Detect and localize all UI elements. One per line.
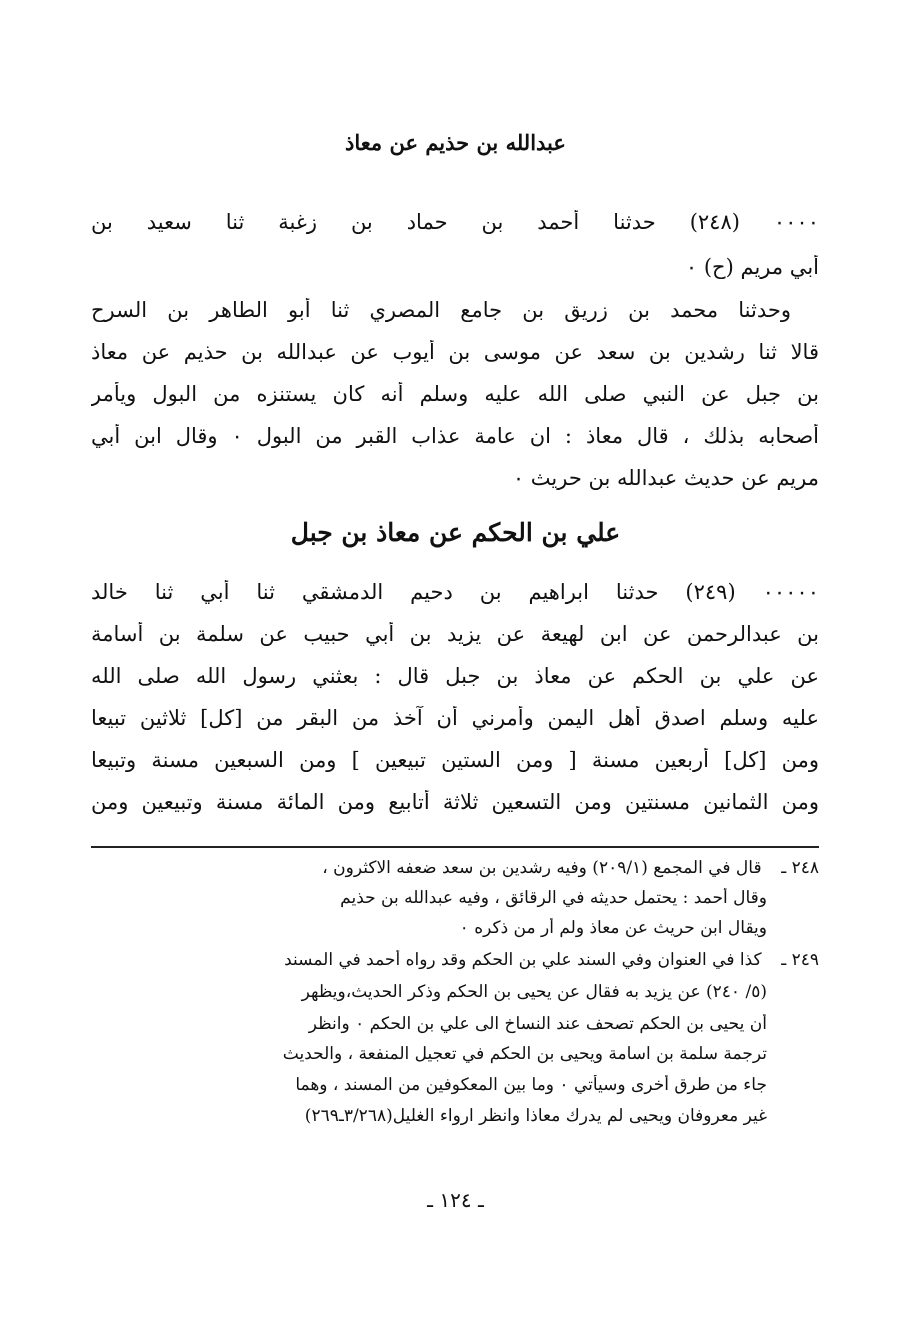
- footnote-249-line-2: [91, 982, 819, 1002]
- footnote-248-line-3: [91, 918, 819, 938]
- footnote-248-number: ٢٤٨ ـ: [781, 858, 819, 878]
- entry-248-line-2: أبي مريم (ح) ٠: [685, 255, 819, 279]
- footnote-249-text-4: ترجمة سلمة بن اسامة ويحيى بن الحكم في تعجيل المنفعة ، والحديث: [282, 1044, 767, 1064]
- entry-249-line-6: ومن الثمانين مسنتين ومن التسعين ثلاثة أتابيع ومن المائة مسنة وتبيعين ومن: [91, 790, 819, 814]
- footnote-249-line-3: [91, 1014, 819, 1034]
- section-title: علي بن الحكم عن معاذ بن جبل: [290, 518, 621, 547]
- entry-249-line-5: ومن [كل] أربعين مسنة [ ومن الستين تبيعين ] ومن السبعين مسنة وتبيعا: [91, 748, 819, 772]
- footnote-248-text-1: قال في المجمع (٢٠٩/١) وفيه رشدين بن سعد ضعفه الاكثرون ،: [322, 858, 762, 878]
- footnote-249-number: ٢٤٩ ـ: [781, 950, 819, 970]
- footnote-249-line-4: [91, 1044, 819, 1064]
- page-number: ـ ١٢٤ ـ: [427, 1188, 484, 1212]
- footnote-separator: [91, 846, 819, 848]
- footnote-249-text-1: كذا في العنوان وفي السند علي بن الحكم وقد رواه أحمد في المسند: [284, 950, 762, 970]
- footnote-249-text-3: أن يحيى بن الحكم تصحف عند النساخ الى علي بن الحكم ٠ وانظر: [308, 1014, 767, 1034]
- footnote-248-line-1: [91, 858, 819, 878]
- footnote-249-line-6: [91, 1106, 819, 1126]
- entry-249-line-2: بن عبدالرحمن عن ابن لهيعة عن يزيد بن أبي حبيب عن سلمة بن أسامة: [91, 622, 819, 646]
- running-header: عبدالله بن حذيم عن معاذ: [345, 130, 566, 155]
- footnote-249-line-5: [91, 1075, 819, 1095]
- entry-248-line-7: مريم عن حديث عبدالله بن حريث ٠: [512, 466, 819, 490]
- footnote-248-line-2: [91, 888, 819, 908]
- footnote-248-text-2: وقال أحمد : يحتمل حديثه في الرقائق ، وفيه عبدالله بن حذيم: [340, 888, 767, 908]
- entry-249-line-1: ٠٠٠٠٠ (٢٤٩) حدثنا ابراهيم بن دحيم الدمشقي ثنا أبي ثنا خالد: [91, 580, 819, 604]
- entry-248-line-6: أصحابه بذلك ، قال معاذ : ان عامة عذاب القبر من البول ٠ وقال ابن أبي: [91, 424, 819, 448]
- entry-248-line-1: ٠٠٠٠ (٢٤٨) حدثنا أحمد بن حماد بن زغبة ثنا سعيد بن: [91, 210, 819, 234]
- entry-249-line-3: عن علي بن الحكم عن معاذ بن جبل قال : بعثني رسول الله صلى الله: [91, 664, 819, 688]
- entry-248-line-5: بن جبل عن النبي صلى الله عليه وسلم أنه كان يستنزه من البول ويأمر: [91, 382, 819, 406]
- footnote-249-text-5: جاء من طرق أخرى وسيأتي ٠ وما بين المعكوفين من المسند ، وهما: [295, 1075, 767, 1095]
- entry-248-line-3: وحدثنا محمد بن زريق بن جامع المصري ثنا أبو الطاهر بن السرح: [91, 298, 791, 322]
- footnote-248-text-3: ويقال ابن حريث عن معاذ ولم أر من ذكره ٠: [459, 918, 767, 938]
- footnote-249-text-6: غير معروفان ويحيى لم يدرك معاذا وانظر ارواء الغليل(٣/٢٦٨ـ٢٦٩): [304, 1106, 767, 1126]
- entry-249-line-4: عليه وسلم اصدق أهل اليمن وأمرني أن آخذ من البقر من [كل] ثلاثين تبيعا: [91, 706, 819, 730]
- entry-248-line-4: قالا ثنا رشدين بن سعد عن موسى بن أيوب عن عبدالله بن حذيم عن معاذ: [91, 340, 819, 364]
- footnote-249-line-1: [91, 950, 819, 970]
- footnote-249-text-2: (٥/ ٢٤٠) عن يزيد به فقال عن يحيى بن الحكم وذكر الحديث،ويظهر: [301, 982, 767, 1002]
